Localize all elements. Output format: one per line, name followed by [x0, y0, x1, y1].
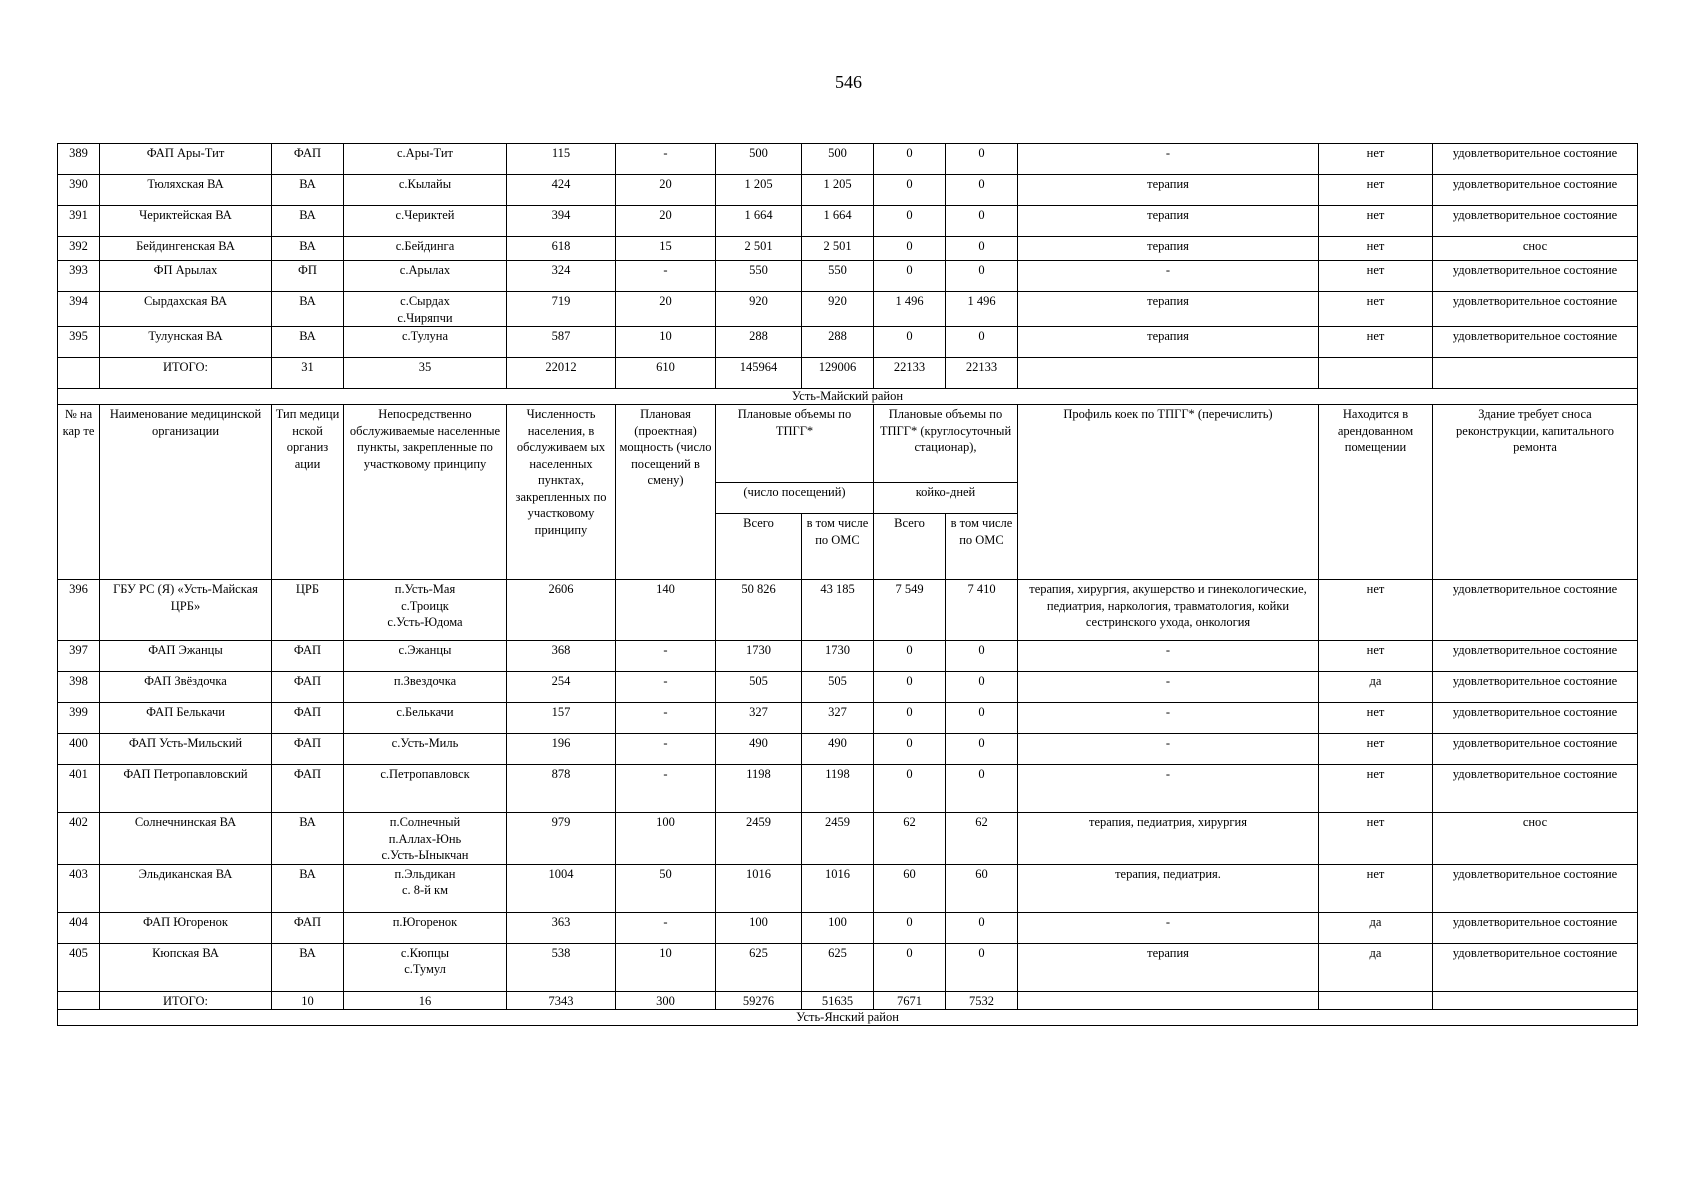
settlements: с.Кылайы [344, 175, 507, 206]
rented-flag: нет [1319, 144, 1433, 175]
total-label: ИТОГО: [100, 358, 272, 389]
facility-type: ВА [272, 175, 344, 206]
facility-type: ВА [272, 206, 344, 237]
beds-total: 7 549 [874, 580, 946, 641]
capacity: - [616, 734, 716, 765]
header-beds-unit: койко-дней [874, 483, 1018, 514]
visits-oms: 1 664 [802, 206, 874, 237]
table-row [58, 641, 1638, 672]
facility-name: ФАП Звёздочка [100, 672, 272, 703]
total-type: 31 [272, 358, 344, 389]
visits-oms: 100 [802, 912, 874, 943]
total-visits: 59276 [716, 991, 802, 1010]
rented-flag: нет [1319, 734, 1433, 765]
rented-flag: нет [1319, 765, 1433, 813]
total-beds: 22133 [874, 358, 946, 389]
facility-type: ВА [272, 943, 344, 991]
header-type: Тип медици нской организ ации [272, 405, 344, 580]
visits-total: 1 205 [716, 175, 802, 206]
bed-profile: - [1018, 703, 1319, 734]
total-label: ИТОГО: [100, 991, 272, 1010]
facility-name: ФАП Усть-Мильский [100, 734, 272, 765]
population: 196 [507, 734, 616, 765]
rented-flag: нет [1319, 206, 1433, 237]
section-1-rows [58, 144, 1638, 358]
table-row [58, 144, 1638, 175]
facility-name: ГБУ РС (Я) «Усть-Майская ЦРБ» [100, 580, 272, 641]
facility-type: ФАП [272, 912, 344, 943]
beds-oms: 0 [946, 261, 1018, 292]
header-visits-oms: в том числе по ОМС [802, 514, 874, 580]
building-state: удовлетворительное состояние [1433, 943, 1638, 991]
row-number: 392 [58, 237, 100, 261]
table-row [58, 734, 1638, 765]
population: 368 [507, 641, 616, 672]
capacity: 20 [616, 206, 716, 237]
bed-profile: терапия [1018, 206, 1319, 237]
visits-total: 100 [716, 912, 802, 943]
capacity: - [616, 765, 716, 813]
beds-oms: 0 [946, 206, 1018, 237]
population: 878 [507, 765, 616, 813]
visits-oms: 288 [802, 327, 874, 358]
beds-total: 0 [874, 943, 946, 991]
facility-name: Сырдахская ВА [100, 292, 272, 327]
beds-oms: 0 [946, 327, 1018, 358]
building-state: удовлетворительное состояние [1433, 144, 1638, 175]
population: 719 [507, 292, 616, 327]
header-num: № на кар те [58, 405, 100, 580]
rented-flag: нет [1319, 237, 1433, 261]
beds-oms: 0 [946, 765, 1018, 813]
building-state: удовлетворительное состояние [1433, 175, 1638, 206]
capacity: - [616, 703, 716, 734]
row-number: 397 [58, 641, 100, 672]
beds-total: 60 [874, 864, 946, 912]
visits-total: 2459 [716, 813, 802, 865]
building-state: удовлетворительное состояние [1433, 641, 1638, 672]
visits-total: 1730 [716, 641, 802, 672]
building-state: удовлетворительное состояние [1433, 672, 1638, 703]
table-row [58, 327, 1638, 358]
facility-name: ФАП Югоренок [100, 912, 272, 943]
visits-oms: 1730 [802, 641, 874, 672]
table-row [58, 292, 1638, 327]
bed-profile: - [1018, 912, 1319, 943]
bed-profile: - [1018, 261, 1319, 292]
capacity: 100 [616, 813, 716, 865]
population: 157 [507, 703, 616, 734]
total-visits-oms: 51635 [802, 991, 874, 1010]
beds-total: 0 [874, 641, 946, 672]
capacity: 20 [616, 175, 716, 206]
visits-total: 505 [716, 672, 802, 703]
capacity: 15 [616, 237, 716, 261]
rented-flag: нет [1319, 813, 1433, 865]
bed-profile: терапия [1018, 175, 1319, 206]
visits-oms: 327 [802, 703, 874, 734]
total-beds-oms: 7532 [946, 991, 1018, 1010]
bed-profile: - [1018, 765, 1319, 813]
beds-total: 62 [874, 813, 946, 865]
facility-type: ФАП [272, 672, 344, 703]
row-number: 398 [58, 672, 100, 703]
population: 424 [507, 175, 616, 206]
capacity: - [616, 641, 716, 672]
row-number: 401 [58, 765, 100, 813]
table-row [58, 206, 1638, 237]
bed-profile: терапия [1018, 292, 1319, 327]
facility-type: ФАП [272, 144, 344, 175]
visits-oms: 1016 [802, 864, 874, 912]
rented-flag: нет [1319, 327, 1433, 358]
bed-profile: терапия [1018, 943, 1319, 991]
facility-type: ФАП [272, 734, 344, 765]
header-visits-total: Всего [716, 514, 802, 580]
rented-flag: нет [1319, 864, 1433, 912]
beds-total: 0 [874, 734, 946, 765]
row-number: 390 [58, 175, 100, 206]
building-state: удовлетворительное состояние [1433, 864, 1638, 912]
section-2-rows [58, 580, 1638, 992]
facility-type: ФАП [272, 765, 344, 813]
bed-profile: терапия, педиатрия, хирургия [1018, 813, 1319, 865]
settlements: с.Сырдах с.Чиряпчи [344, 292, 507, 327]
beds-oms: 0 [946, 175, 1018, 206]
header-capacity: Плановая (проектная) мощность (число посещений в смену) [616, 405, 716, 580]
row-number: 396 [58, 580, 100, 641]
beds-oms: 0 [946, 912, 1018, 943]
total-type: 10 [272, 991, 344, 1010]
settlements: п.Югоренок [344, 912, 507, 943]
page-number: 546 [835, 72, 862, 92]
facility-type: ВА [272, 237, 344, 261]
rented-flag: да [1319, 672, 1433, 703]
total-settlements: 35 [344, 358, 507, 389]
bed-profile: - [1018, 144, 1319, 175]
building-state: снос [1433, 237, 1638, 261]
building-state: снос [1433, 813, 1638, 865]
population: 979 [507, 813, 616, 865]
header-settlements: Непосредственно обслуживаемые населенные пункты, закрепленные по участковому принципу [344, 405, 507, 580]
beds-total: 0 [874, 703, 946, 734]
beds-total: 0 [874, 765, 946, 813]
facility-name: ФАП Белькачи [100, 703, 272, 734]
row-number: 405 [58, 943, 100, 991]
facility-type: ФП [272, 261, 344, 292]
settlements: с.Белькачи [344, 703, 507, 734]
building-state: удовлетворительное состояние [1433, 206, 1638, 237]
visits-oms: 490 [802, 734, 874, 765]
header-name: Наименование медицинской организации [100, 405, 272, 580]
row-number: 403 [58, 864, 100, 912]
beds-oms: 0 [946, 943, 1018, 991]
facility-name: Кюпская ВА [100, 943, 272, 991]
beds-oms: 1 496 [946, 292, 1018, 327]
settlements: с.Ары-Тит [344, 144, 507, 175]
rented-flag: нет [1319, 292, 1433, 327]
population: 254 [507, 672, 616, 703]
bed-profile: - [1018, 672, 1319, 703]
beds-total: 0 [874, 206, 946, 237]
visits-total: 920 [716, 292, 802, 327]
bed-profile: терапия, хирургия, акушерство и гинекологические, педиатрия, наркология, травматология, койки сестринского ухода, онкология [1018, 580, 1319, 641]
visits-oms: 1 205 [802, 175, 874, 206]
rented-flag: нет [1319, 641, 1433, 672]
total-population: 22012 [507, 358, 616, 389]
facility-name: Тюляхская ВА [100, 175, 272, 206]
row-number: 402 [58, 813, 100, 865]
visits-total: 490 [716, 734, 802, 765]
rented-flag: нет [1319, 261, 1433, 292]
visits-total: 500 [716, 144, 802, 175]
capacity: 50 [616, 864, 716, 912]
beds-total: 0 [874, 237, 946, 261]
table-row [58, 261, 1638, 292]
building-state: удовлетворительное состояние [1433, 292, 1638, 327]
visits-total: 2 501 [716, 237, 802, 261]
row-number: 395 [58, 327, 100, 358]
table-row [58, 813, 1638, 865]
settlements: с.Арылах [344, 261, 507, 292]
beds-total: 0 [874, 144, 946, 175]
facility-name: Тулунская ВА [100, 327, 272, 358]
table-row [58, 175, 1638, 206]
facility-name: ФАП Ары-Тит [100, 144, 272, 175]
settlements: с.Бейдинга [344, 237, 507, 261]
beds-total: 0 [874, 672, 946, 703]
header-visits-unit: (число посещений) [716, 483, 874, 514]
beds-total: 1 496 [874, 292, 946, 327]
population: 538 [507, 943, 616, 991]
facility-type: ЦРБ [272, 580, 344, 641]
beds-oms: 0 [946, 237, 1018, 261]
capacity: 10 [616, 327, 716, 358]
capacity: 10 [616, 943, 716, 991]
population: 394 [507, 206, 616, 237]
beds-oms: 0 [946, 144, 1018, 175]
total-population: 7343 [507, 991, 616, 1010]
settlements: п.Солнечный п.Аллах-Юнь с.Усть-Ыныкчан [344, 813, 507, 865]
capacity: 140 [616, 580, 716, 641]
visits-oms: 500 [802, 144, 874, 175]
section-1-total-row [58, 358, 1638, 389]
facility-type: ВА [272, 292, 344, 327]
header-visits-group: Плановые объемы по ТПГГ* [716, 405, 874, 483]
row-number: 394 [58, 292, 100, 327]
district-heading: Усть-Майский район [58, 389, 1638, 405]
total-capacity: 610 [616, 358, 716, 389]
facilities-table [57, 143, 1638, 1026]
population: 618 [507, 237, 616, 261]
capacity: - [616, 912, 716, 943]
beds-oms: 62 [946, 813, 1018, 865]
building-state: удовлетворительное состояние [1433, 261, 1638, 292]
facility-name: ФАП Эжанцы [100, 641, 272, 672]
settlements: с.Петропавловск [344, 765, 507, 813]
population: 2606 [507, 580, 616, 641]
beds-oms: 60 [946, 864, 1018, 912]
row-number: 399 [58, 703, 100, 734]
visits-total: 50 826 [716, 580, 802, 641]
facility-type: ВА [272, 864, 344, 912]
rented-flag: нет [1319, 175, 1433, 206]
building-state: удовлетворительное состояние [1433, 580, 1638, 641]
beds-total: 0 [874, 327, 946, 358]
total-visits-oms: 129006 [802, 358, 874, 389]
visits-oms: 505 [802, 672, 874, 703]
facility-name: Эльдиканская ВА [100, 864, 272, 912]
table-row [58, 672, 1638, 703]
facility-type: ВА [272, 813, 344, 865]
visits-total: 1 664 [716, 206, 802, 237]
header-building: Здание требует сноса реконструкции, капитального ремонта [1433, 405, 1638, 580]
header-beds-group: Плановые объемы по ТПГГ* (круглосуточный стационар), [874, 405, 1018, 483]
settlements: п.Эльдикан с. 8-й км [344, 864, 507, 912]
settlements: с.Кюпцы с.Тумул [344, 943, 507, 991]
bed-profile: терапия [1018, 237, 1319, 261]
table-row [58, 943, 1638, 991]
table-row [58, 765, 1638, 813]
row-number: 404 [58, 912, 100, 943]
row-number: 391 [58, 206, 100, 237]
building-state: удовлетворительное состояние [1433, 327, 1638, 358]
visits-total: 625 [716, 943, 802, 991]
total-beds: 7671 [874, 991, 946, 1010]
visits-oms: 625 [802, 943, 874, 991]
header-population: Численность населения, в обслуживаем ых населенных пунктах, закрепленных по участковому принципу [507, 405, 616, 580]
header-beds-oms: в том числе по ОМС [946, 514, 1018, 580]
district-heading: Усть-Янский район [58, 1010, 1638, 1026]
header-beds-total: Всего [874, 514, 946, 580]
rented-flag: да [1319, 943, 1433, 991]
population: 587 [507, 327, 616, 358]
building-state: удовлетворительное состояние [1433, 703, 1638, 734]
capacity: - [616, 672, 716, 703]
settlements: п.Звездочка [344, 672, 507, 703]
visits-oms: 2459 [802, 813, 874, 865]
visits-total: 1198 [716, 765, 802, 813]
row-number: 400 [58, 734, 100, 765]
bed-profile: терапия [1018, 327, 1319, 358]
table-row [58, 864, 1638, 912]
settlements: с.Чериктей [344, 206, 507, 237]
population: 324 [507, 261, 616, 292]
table-row [58, 580, 1638, 641]
facility-name: Чериктейская ВА [100, 206, 272, 237]
total-beds-oms: 22133 [946, 358, 1018, 389]
population: 1004 [507, 864, 616, 912]
header-rented: Находится в арендованном помещении [1319, 405, 1433, 580]
beds-total: 0 [874, 175, 946, 206]
visits-oms: 1198 [802, 765, 874, 813]
beds-oms: 0 [946, 672, 1018, 703]
building-state: удовлетворительное состояние [1433, 912, 1638, 943]
section-2-total-row [58, 991, 1638, 1010]
visits-total: 327 [716, 703, 802, 734]
rented-flag: да [1319, 912, 1433, 943]
capacity: 20 [616, 292, 716, 327]
building-state: удовлетворительное состояние [1433, 734, 1638, 765]
beds-oms: 0 [946, 641, 1018, 672]
beds-total: 0 [874, 912, 946, 943]
visits-oms: 550 [802, 261, 874, 292]
table-row [58, 912, 1638, 943]
table-header-row [58, 405, 1638, 483]
beds-oms: 0 [946, 734, 1018, 765]
facility-type: ФАП [272, 641, 344, 672]
beds-oms: 7 410 [946, 580, 1018, 641]
row-number: 389 [58, 144, 100, 175]
beds-oms: 0 [946, 703, 1018, 734]
capacity: - [616, 261, 716, 292]
visits-oms: 2 501 [802, 237, 874, 261]
facility-name: ФАП Петропавловский [100, 765, 272, 813]
table-row [58, 237, 1638, 261]
beds-total: 0 [874, 261, 946, 292]
visits-oms: 920 [802, 292, 874, 327]
building-state: удовлетворительное состояние [1433, 765, 1638, 813]
visits-total: 550 [716, 261, 802, 292]
total-settlements: 16 [344, 991, 507, 1010]
facility-type: ВА [272, 327, 344, 358]
population: 363 [507, 912, 616, 943]
settlements: с.Тулуна [344, 327, 507, 358]
header-profile: Профиль коек по ТПГГ* (перечислить) [1018, 405, 1319, 580]
total-capacity: 300 [616, 991, 716, 1010]
facility-name: Солнечнинская ВА [100, 813, 272, 865]
bed-profile: - [1018, 641, 1319, 672]
visits-total: 288 [716, 327, 802, 358]
settlements: с.Усть-Миль [344, 734, 507, 765]
population: 115 [507, 144, 616, 175]
row-number: 393 [58, 261, 100, 292]
facility-name: Бейдингенская ВА [100, 237, 272, 261]
total-visits: 145964 [716, 358, 802, 389]
visits-oms: 43 185 [802, 580, 874, 641]
bed-profile: - [1018, 734, 1319, 765]
settlements: п.Усть-Мая с.Троицк с.Усть-Юдома [344, 580, 507, 641]
capacity: - [616, 144, 716, 175]
bed-profile: терапия, педиатрия. [1018, 864, 1319, 912]
visits-total: 1016 [716, 864, 802, 912]
rented-flag: нет [1319, 703, 1433, 734]
facility-type: ФАП [272, 703, 344, 734]
rented-flag: нет [1319, 580, 1433, 641]
settlements: с.Эжанцы [344, 641, 507, 672]
table-row [58, 703, 1638, 734]
facility-name: ФП Арылах [100, 261, 272, 292]
